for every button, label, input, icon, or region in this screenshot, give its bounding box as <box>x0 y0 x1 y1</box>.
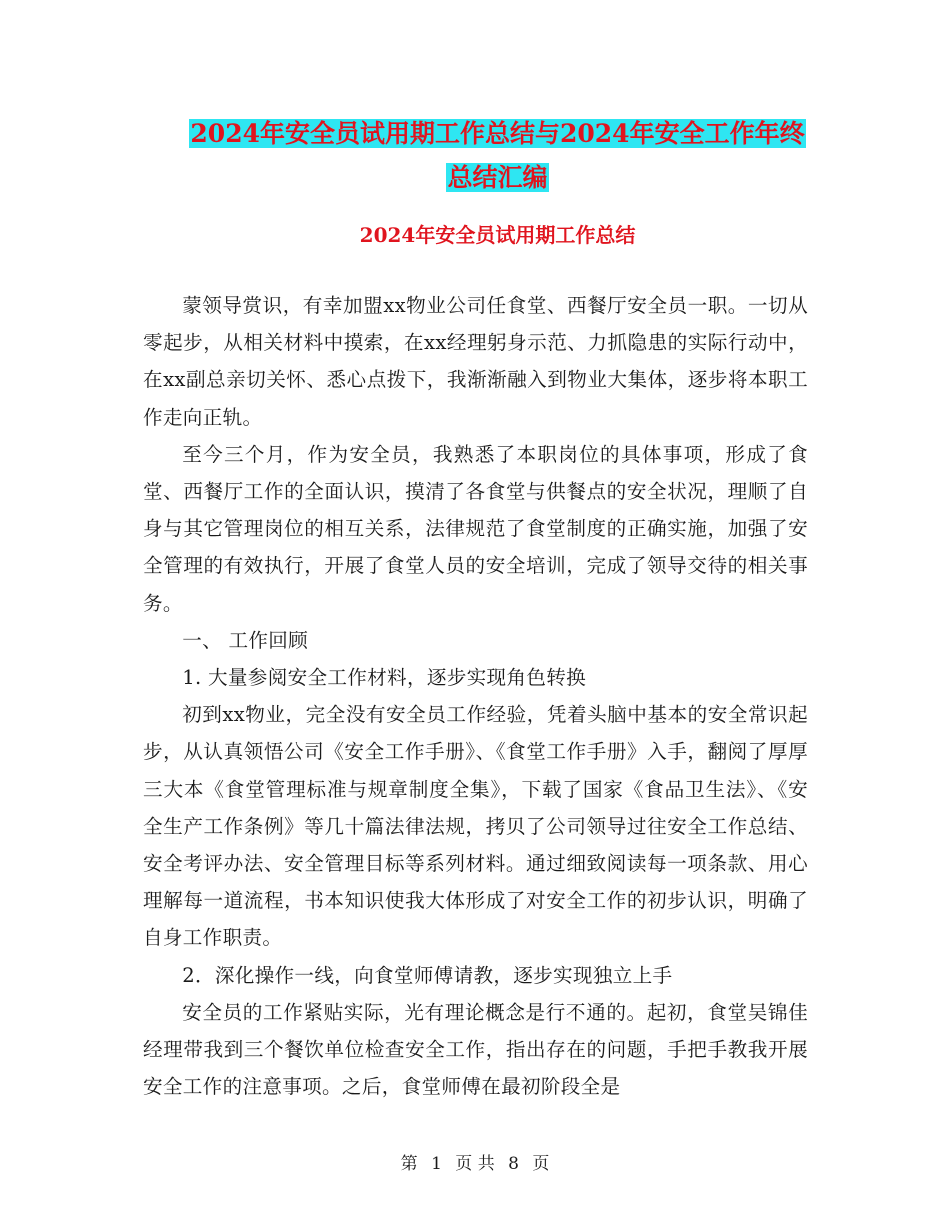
paragraph-2: 安全员的工作紧贴实际，光有理论概念是行不通的。起初，食堂吴锦佳经理带我到三个餐饮单位检查安全工作，指出存在的问题，手把手教我开展安全工作的注意事项。之后，食堂师傅在最初阶段全是 <box>143 1000 808 1099</box>
section-title: 2024年安全员试用期工作总结 <box>359 223 636 247</box>
footer-page-number: 1 <box>431 1154 442 1174</box>
footer-suffix: 页 <box>532 1154 550 1174</box>
document-title-line1: 2024年安全员试用期工作总结与2024年安全工作年终 <box>190 119 805 148</box>
subheading-1: 1. 大量参阅安全工作材料，逐步实现角色转换 <box>182 666 586 690</box>
paragraph-1: 初到xx物业，完全没有安全员工作经验，凭着头脑中基本的安全常识起步，从认真领悟公司《安全工作手册》、《食堂工作手册》入手，翻阅了厚厚三大本《食堂管理标准与规章制度全集》，下载了国家《食品卫生法》、《安全生产工作条例》等几十篇法律法规，拷贝了公司领导过往安全工作总结、安全考评办法、安全管理目标等系列材料。通过细致阅读每一项条款、用心理解每一道流程，书本知识使我大体形成了对安全工作的初步认识，明确了自身工作职责。 <box>143 703 808 950</box>
page-footer <box>0 1152 950 1176</box>
footer-mid: 页 共 <box>455 1154 495 1174</box>
document-title <box>140 112 855 200</box>
heading-work-review: 一、 工作回顾 <box>182 628 309 652</box>
subheading-2: 2．深化操作一线，向食堂师傅请教，逐步实现独立上手 <box>182 963 673 987</box>
paragraph-intro: 蒙领导赏识，有幸加盟xx物业公司任食堂、西餐厅安全员一职。一切从零起步，从相关材料中摸索，在xx经理躬身示范、力抓隐患的实际行动中，在xx副总亲切关怀、悉心点拨下，我渐渐融入到物业大集体，逐步将本职工作走向正轨。 <box>143 294 808 429</box>
paragraph-summary: 至今三个月，作为安全员，我熟悉了本职岗位的具体事项，形成了食堂、西餐厅工作的全面认识，摸清了各食堂与供餐点的安全状况，理顺了自身与其它管理岗位的相互关系，法律规范了食堂制度的正确实施，加强了安全管理的有效执行，开展了食堂人员的安全培训，完成了领导交待的相关事务。 <box>143 442 808 615</box>
footer-prefix: 第 <box>400 1154 418 1174</box>
document-body <box>143 287 808 1105</box>
footer-total-pages: 8 <box>508 1154 519 1174</box>
document-title-line2: 总结汇编 <box>447 163 548 192</box>
